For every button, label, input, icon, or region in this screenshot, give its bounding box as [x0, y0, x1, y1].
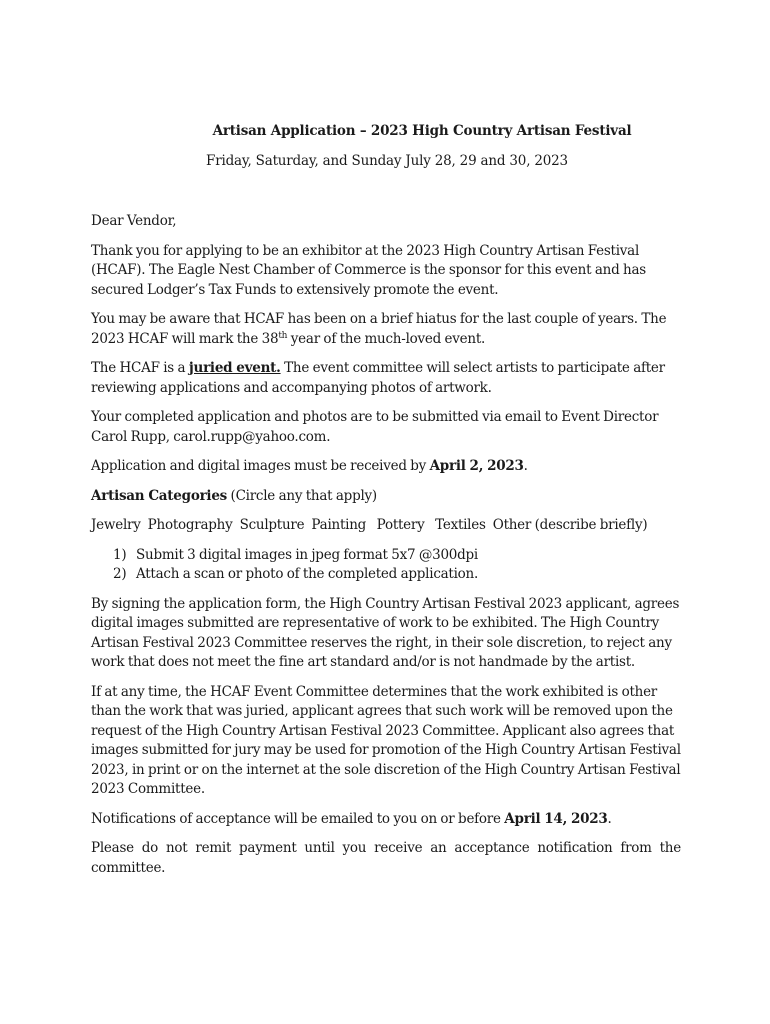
list-item: [91, 565, 681, 585]
deadline-tail: .: [523, 458, 528, 474]
notification-tail: .: [607, 810, 612, 827]
artisan-categories-instruction: (Circle any that apply): [227, 487, 377, 504]
letter-body: [91, 212, 681, 888]
salutation: Dear Vendor,: [91, 213, 177, 229]
list-text: Submit 3 digital images in jpeg format 5x7 @300dpi: [136, 546, 478, 563]
deadline-date: April 2, 2023: [429, 458, 524, 474]
submission-steps: [91, 546, 681, 585]
list-item: [91, 546, 681, 566]
document-title: Artisan Application – 2023 High Country Artisan Festival: [212, 123, 632, 139]
paragraph-removal: If at any time, the HCAF Event Committee determines that the work exhibited is other than the work that was juried, applicant agrees that such work will be removed upon the request of the High Country Artisan Festival 2023 Committee. Applicant also agrees that images submitted for jury may be used for promotion of the High Country Artisan Festival 2023, in print or on the internet at the sole discretion of the High Country Artisan Festival 2023 Committee.: [91, 683, 681, 797]
paragraph-payment: Please do not remit payment until you receive an acceptance notification from the committee.: [91, 840, 681, 876]
paragraph-juried-lead: The HCAF is a: [91, 360, 189, 376]
notification-lead: Notifications of acceptance will be emailed to you on or before: [91, 810, 505, 827]
artisan-categories-heading: [91, 487, 681, 507]
paragraph-intro: Thank you for applying to be an exhibitor at the 2023 High Country Artisan Festival (HCAF). The Eagle Nest Chamber of Commerce is the sponsor for this event and has secured Lodger’s Tax Funds to extensively promote the event.: [91, 242, 646, 298]
paragraph-deadline: [91, 457, 681, 477]
paragraph-juried: [91, 359, 681, 398]
deadline-lead: Application and digital images must be received by: [91, 458, 430, 474]
juried-event-emphasis: juried event.: [188, 360, 281, 376]
notification-date: April 14, 2023: [504, 810, 608, 827]
list-number: 1): [113, 546, 127, 563]
paragraph-hiatus: [91, 310, 681, 349]
paragraph-submission: Your completed application and photos are to be submitted via email to Event Director Carol Rupp, carol.rupp@yahoo.com.: [91, 409, 659, 445]
paragraph-notification: [91, 810, 681, 830]
ordinal-suffix: th: [278, 330, 288, 341]
paragraph-hiatus-tail: year of the much-loved event.: [287, 330, 486, 347]
paragraph-hiatus-text: You may be aware that HCAF has been on a brief hiatus for the last couple of years. The 2023 HCAF will mark the 38: [91, 311, 667, 347]
paragraph-signing: By signing the application form, the High Country Artisan Festival 2023 applicant, agrees digital images submitted are representative of work to be exhibited. The High Country Artisan Festival 2023 Committee reserves the right, in their sole discretion, to reject any work that does not meet the fine art standard and/or is not handmade by the artist.: [91, 595, 680, 670]
paragraph-juried-tail: The event committee will select artists to participate after reviewing applications and accompanying photos of artwork.: [91, 360, 665, 396]
event-dates: Friday, Saturday, and Sunday July 28, 29 and 30, 2023: [206, 153, 568, 169]
category-options: Jewelry Photography Sculpture Painting Pottery Textiles Other (describe briefly): [91, 517, 648, 533]
list-text: Attach a scan or photo of the completed application.: [136, 566, 479, 582]
artisan-categories-label: Artisan Categories: [91, 487, 228, 504]
list-number: 2): [113, 566, 127, 582]
